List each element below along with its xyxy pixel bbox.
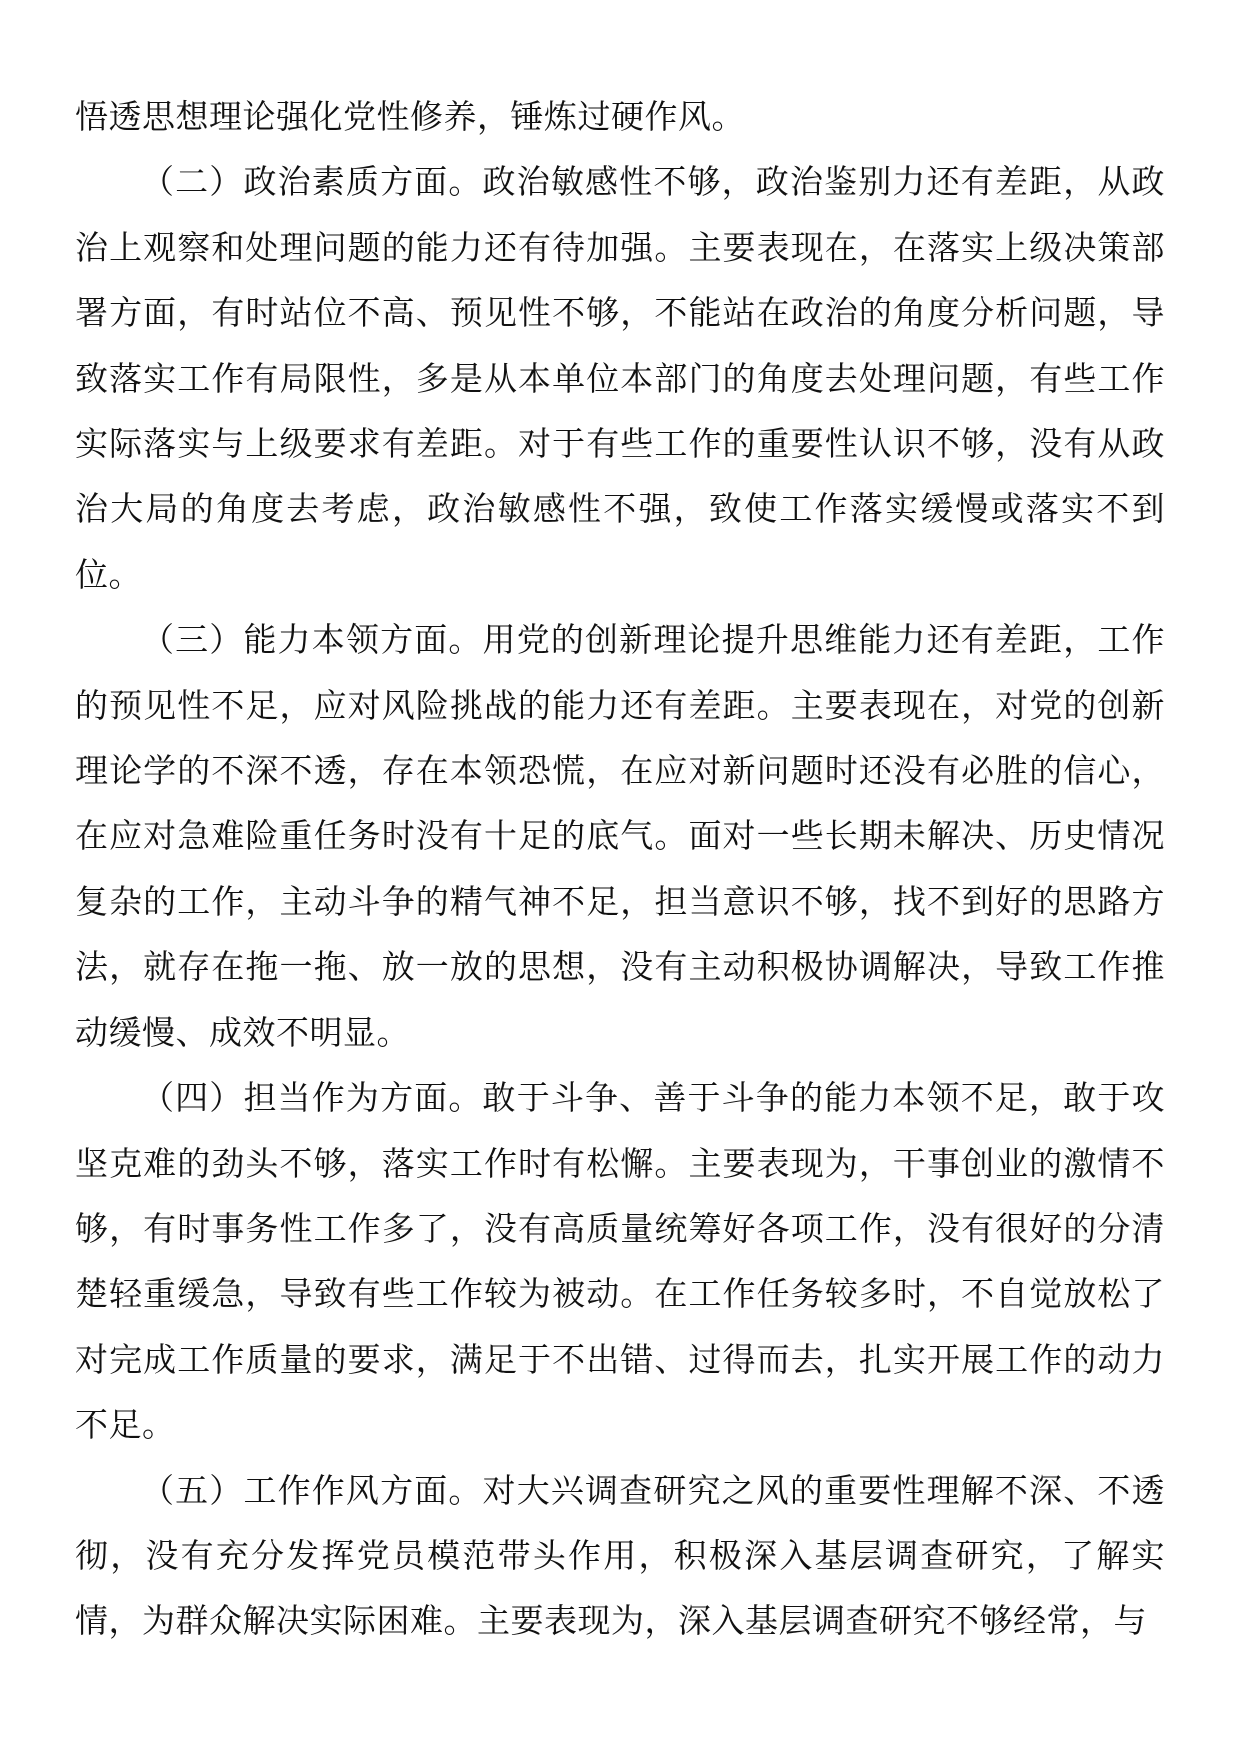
- paragraph-continuation: 悟透思想理论强化党性修养，锤炼过硬作风。: [75, 97, 745, 136]
- paragraph-ability: （三）能力本领方面。用党的创新理论提升思维能力还有差距，工作的预见性不足，应对风险挑战的能力还有差距。主要表现在，对党的创新理论学的不深不透，存在本领恐慌，在应对新问题时还没有必胜的信心，在应对急难险重任务时没有十足的底气。面对一些长期未解决、历史情况复杂的工作，主动斗争的精气神不足，担当意识不够，找不到好的思路方法，就存在拖一拖、放一放的思想，没有主动积极协调解决，导致工作推动缓慢、成效不明显。: [75, 620, 1165, 1052]
- paragraph-responsibility: （四）担当作为方面。敢于斗争、善于斗争的能力本领不足，敢于攻坚克难的劲头不够，落实工作时有松懈。主要表现为，干事创业的激情不够，有时事务性工作多了，没有高质量统筹好各项工作，没有很好的分清楚轻重缓急，导致有些工作较为被动。在工作任务较多时，不自觉放松了对完成工作质量的要求，满足于不出错、过得而去，扎实开展工作的动力不足。: [75, 1078, 1165, 1445]
- paragraph-political-quality: （二）政治素质方面。政治敏感性不够，政治鉴别力还有差距，从政治上观察和处理问题的能力还有待加强。主要表现在，在落实上级决策部署方面，有时站位不高、预见性不够，不能站在政治的角度分析问题，导致落实工作有局限性，多是从本单位本部门的角度去处理问题，有些工作实际落实与上级要求有差距。对于有些工作的重要性认识不够，没有从政治大局的角度去考虑，政治敏感性不强，致使工作落实缓慢或落实不到位。: [75, 162, 1165, 594]
- document-page: [75, 84, 1165, 1654]
- paragraph-work-style: （五）工作作风方面。对大兴调查研究之风的重要性理解不深、不透彻，没有充分发挥党员模范带头作用，积极深入基层调查研究，了解实情，为群众解决实际困难。主要表现为，深入基层调查研究不够经常，与: [75, 1470, 1165, 1641]
